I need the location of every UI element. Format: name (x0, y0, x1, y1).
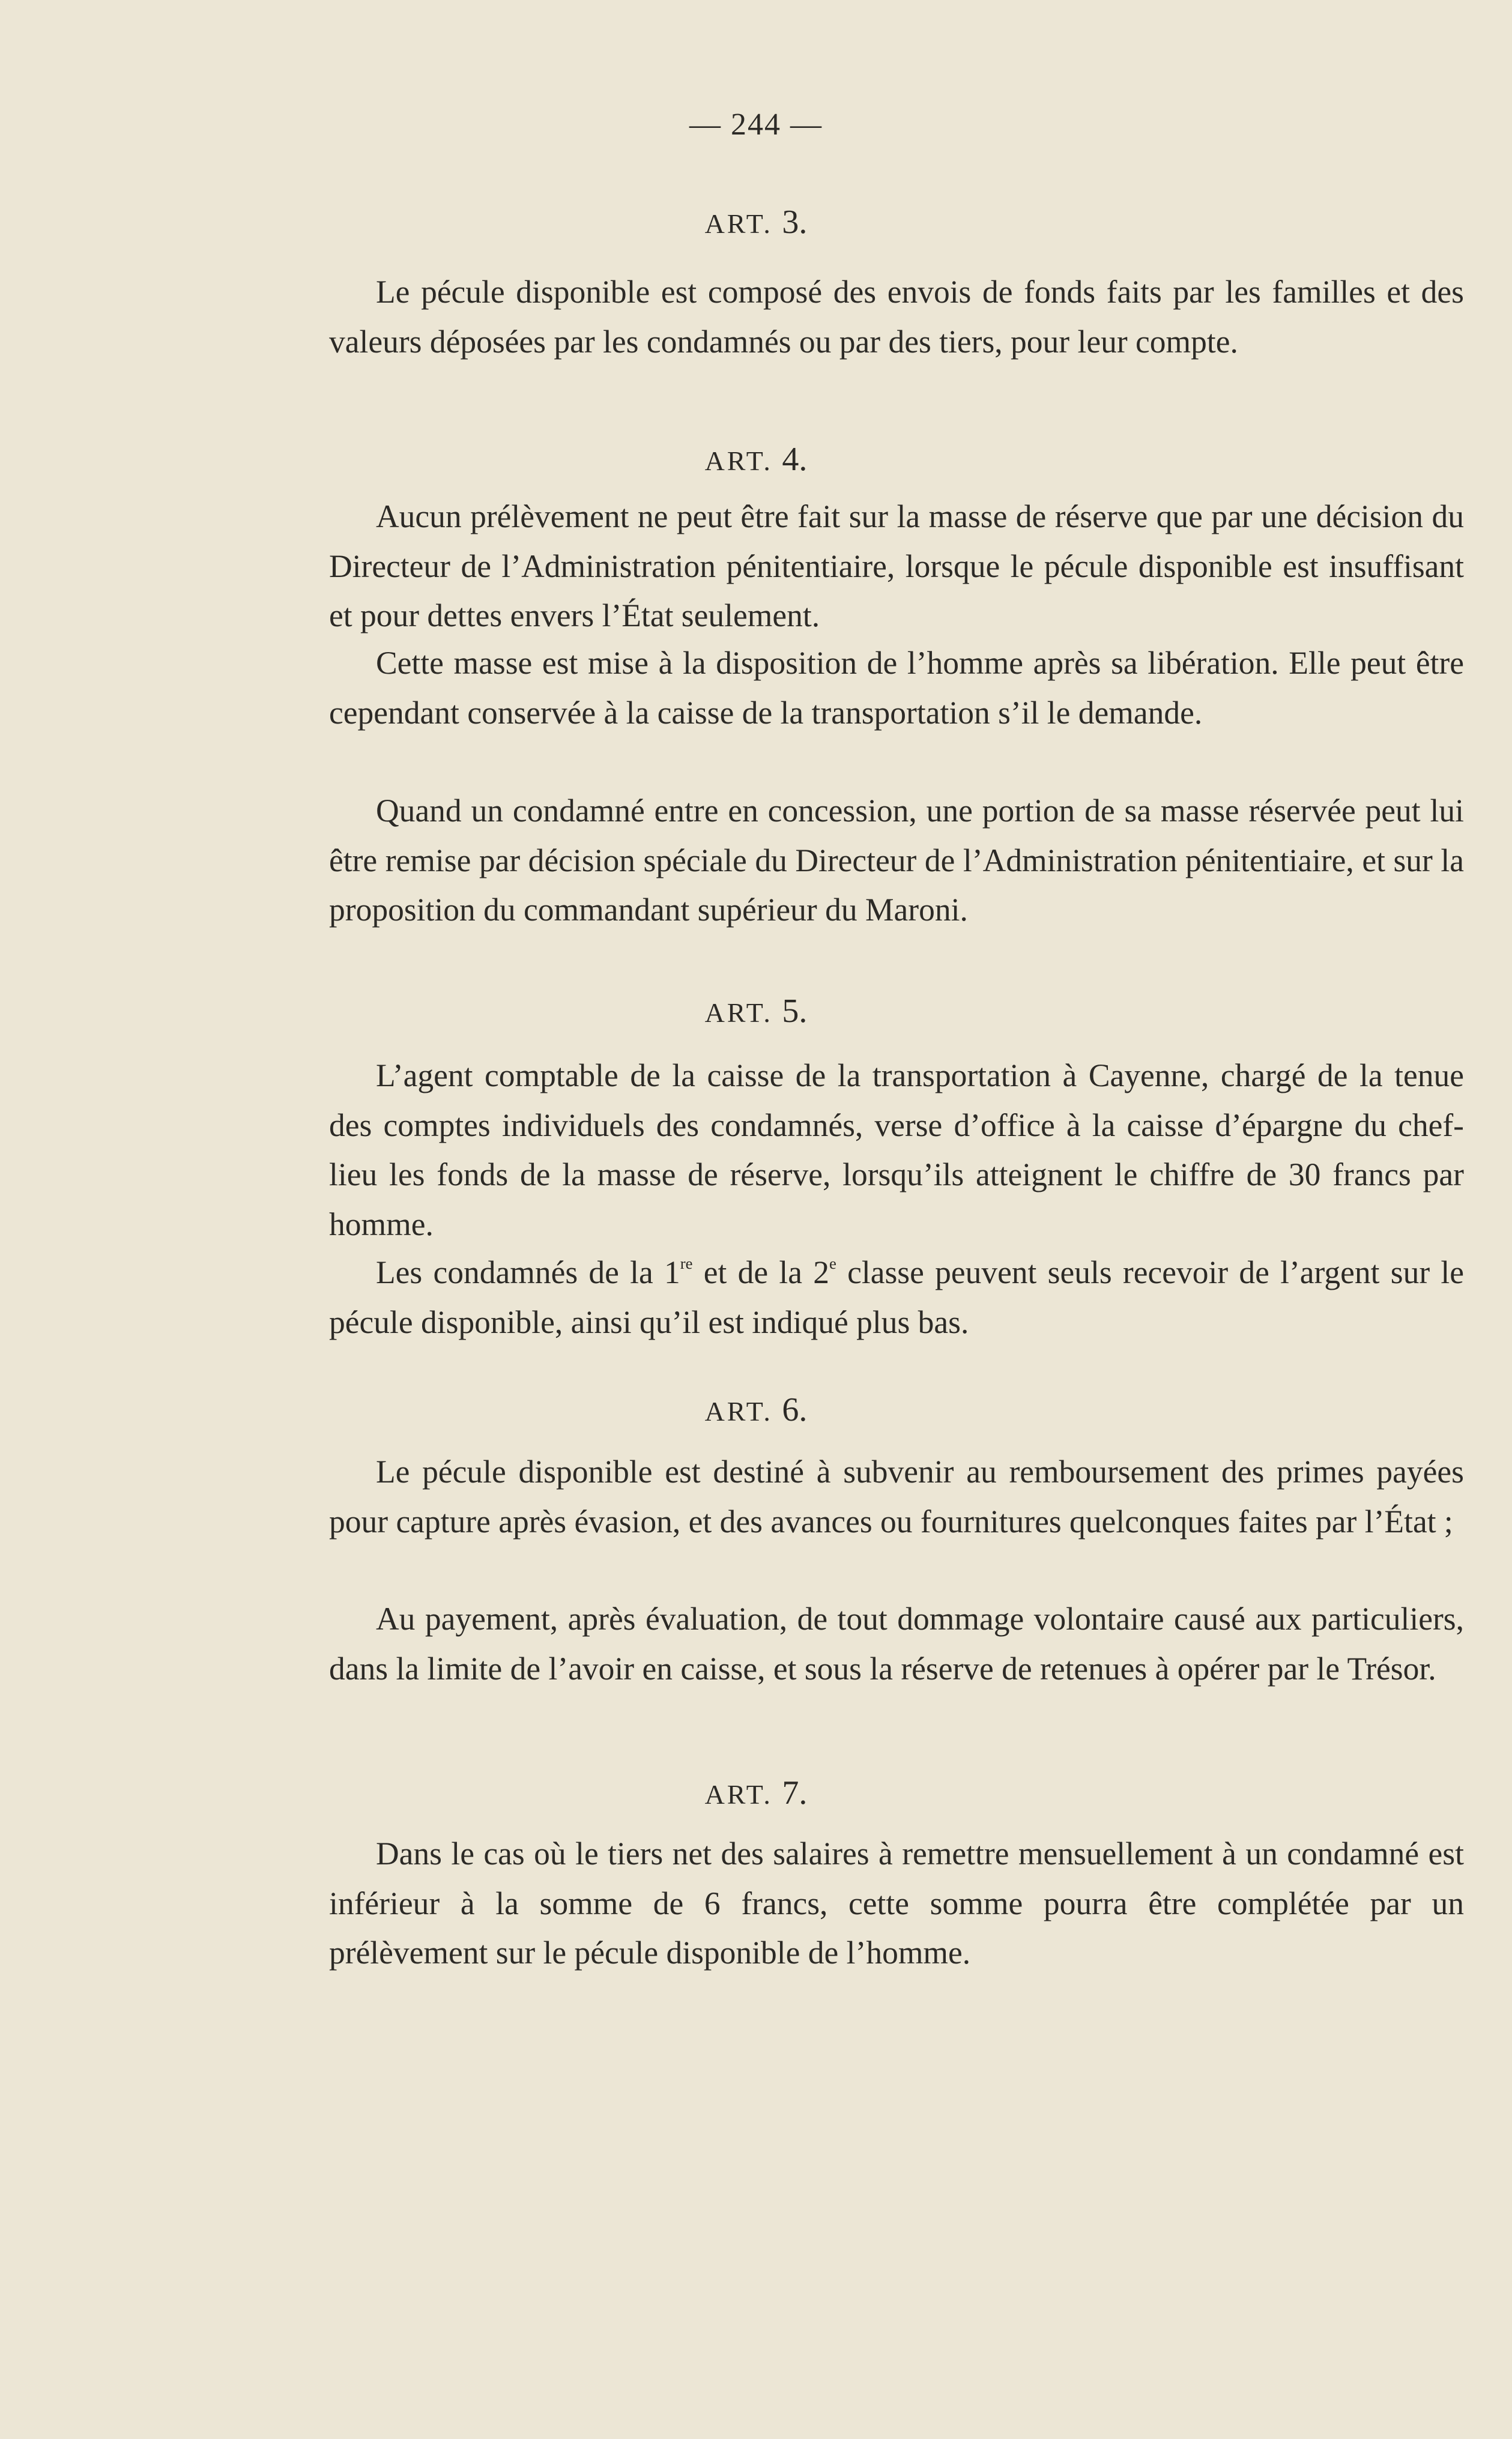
text-run: et de la (692, 1254, 814, 1290)
article-3-heading (0, 203, 1512, 241)
article-label: ART. (704, 446, 773, 476)
article-label: ART. (704, 997, 773, 1028)
article-label: ART. (704, 1779, 773, 1810)
article-label: ART. (704, 1396, 773, 1427)
article-6-paragraph-2: Au payement, après évaluation, de tout dommage volontaire causé aux particuliers, dans la limite de l’avoir en caisse, et sous la réserve de retenues à opérer par le Trésor. (329, 1601, 1464, 1687)
article-number: 4. (782, 441, 808, 478)
article-number: 5. (782, 993, 808, 1030)
text-run: Les condamnés de la (376, 1254, 664, 1290)
ordinal-superscript: e (829, 1254, 836, 1272)
article-7-paragraph-1: Dans le cas où le tiers net des salaires à remettre mensuellement à un condamné est inférieur à la somme de 6 francs, cette somme pourra être complétée par un prélèvement sur le pécule disponible de l’homme. (329, 1836, 1464, 1971)
article-5-paragraph-2 (329, 1248, 1464, 1347)
article-6-paragraph-1: Le pécule disponible est destiné à subvenir au remboursement des primes payées pour capture après évasion, et des avances ou fournitures quelconques faites par l’État ; (329, 1454, 1464, 1540)
article-7-heading (0, 1774, 1512, 1812)
article-5-heading (0, 992, 1512, 1030)
article-4-paragraph-3: Quand un condamné entre en concession, une portion de sa masse réservée peut lui être remise par décision spéciale du Directeur de l’Administration pénitentiaire, et sur la proposition du commandant supérieur du Maroni. (329, 793, 1464, 928)
article-4-paragraph-1: Aucun prélèvement ne peut être fait sur la masse de réserve que par une décision du Directeur de l’Administration pénitentiaire, lorsque le pécule disponible est insuffisant et pour dettes envers l’État seulement. (329, 498, 1464, 633)
ordinal-superscript: re (680, 1254, 693, 1272)
article-number: 6. (782, 1391, 808, 1428)
class-number: 2 (813, 1254, 829, 1290)
article-5-paragraph-1: L’agent comptable de la caisse de la transportation à Cayenne, chargé de la tenue des comptes individuels des condamnés, verse d’office à la caisse d’épargne du chef-lieu les fonds de la masse de réserve, lorsqu’ils atteignent le chiffre de 30 francs par homme. (329, 1057, 1464, 1242)
article-number: 3. (782, 204, 808, 241)
page-number: — 244 — (689, 107, 823, 142)
article-3-paragraph-1: Le pécule disponible est composé des envois de fonds faits par les familles et des valeurs déposées par les condamnés ou par des tiers, pour leur compte. (329, 274, 1464, 360)
article-label: ART. (704, 208, 773, 239)
article-6-heading (0, 1391, 1512, 1429)
article-4-paragraph-2: Cette masse est mise à la disposition de l’homme après sa libération. Elle peut être cependant conservée à la caisse de la transportation s’il le demande. (329, 645, 1464, 731)
article-4-heading (0, 440, 1512, 479)
text-run: classe peuvent seuls recevoir de l’argent sur le pécule disponible, ainsi qu’il est indiqué plus bas. (329, 1254, 1464, 1340)
article-number: 7. (782, 1774, 808, 1812)
class-number: 1 (664, 1254, 680, 1290)
